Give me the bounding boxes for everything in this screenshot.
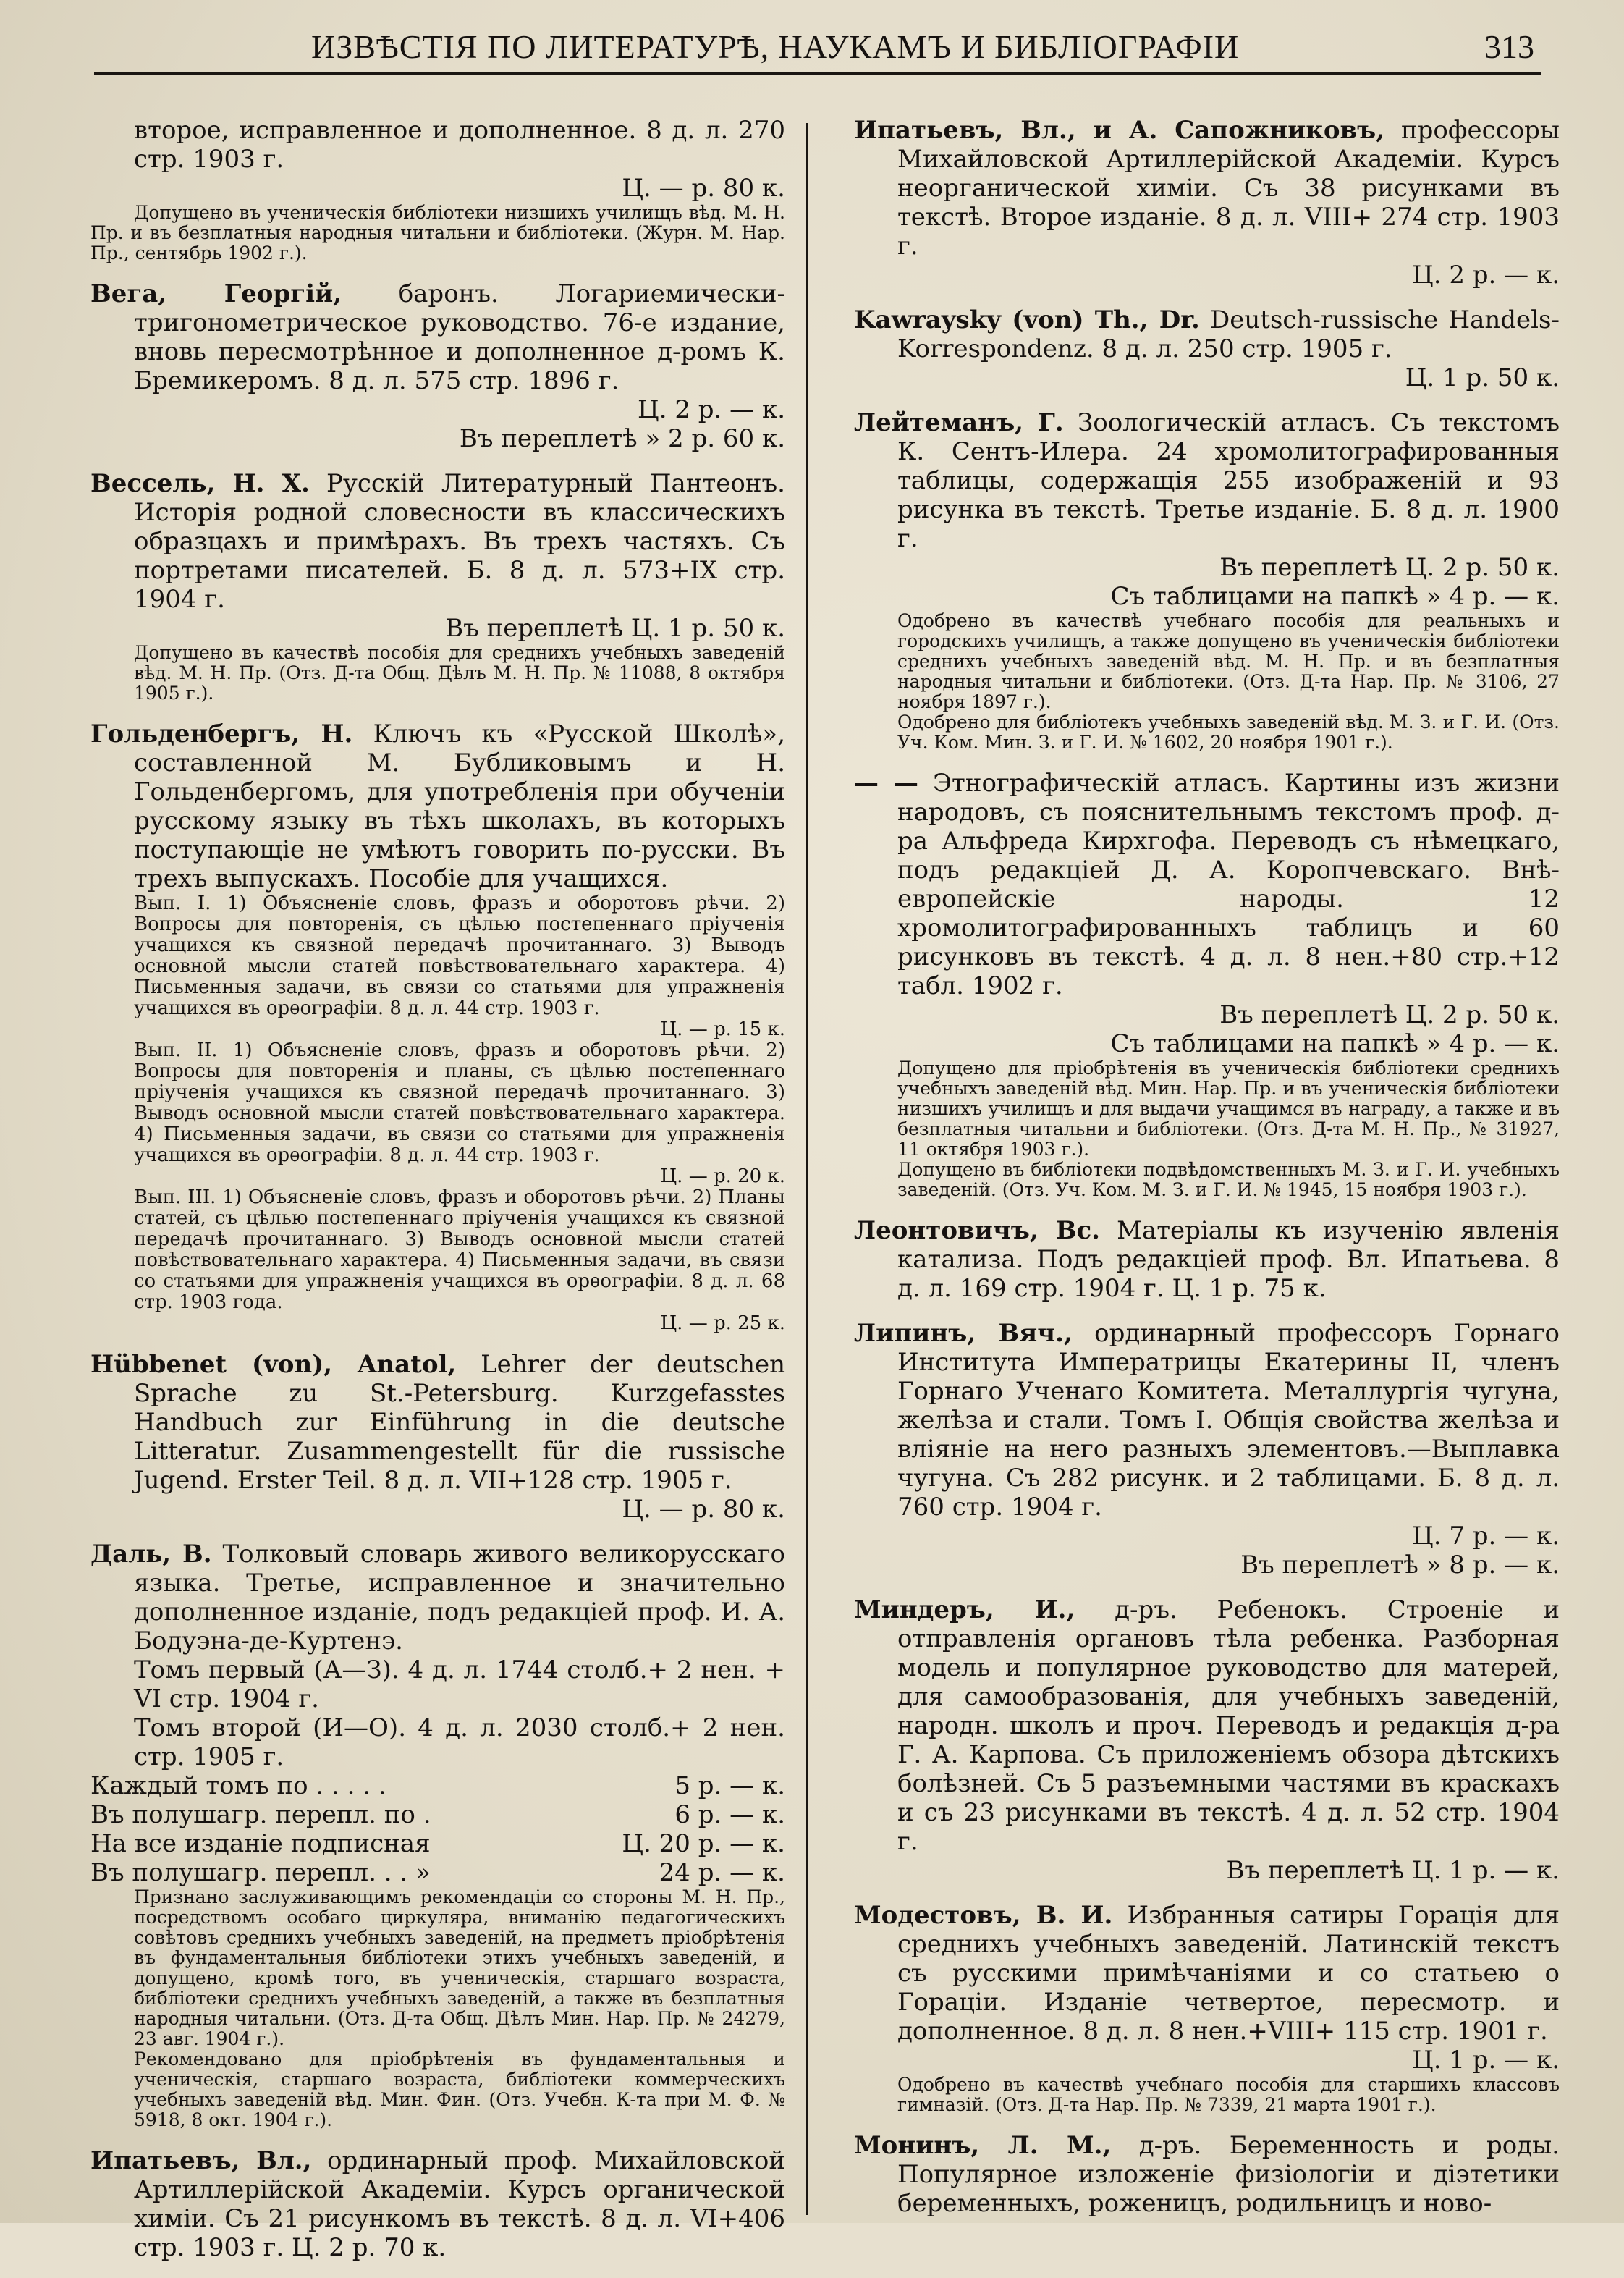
entry-price: Ц. 1 р. — к.	[1412, 2046, 1560, 2075]
entry-text: Lehrer der deutschen Sprache zu St.-Petersburg. Kurzgefasstes Handbuch zur Einführung in die deutsche Litteratur. Zusammengestellt für die russische Jugend. Erster Teil. 8 д. л. VII+128 стр. 1905 г.	[134, 1350, 785, 1495]
entry-text: второе, исправленное и дополненное. 8 д. л. 270 стр. 1903 г.	[134, 116, 785, 174]
entry-author: — —	[854, 769, 919, 798]
entry-text: д-ръ. Беременность и роды. Популярное изложеніе физіологіи и діэтетики беременныхъ, роженицъ, родильницъ и ново-	[897, 2131, 1560, 2218]
entry-lipin	[854, 1319, 1560, 1579]
entry-text: д-ръ. Ребенокъ. Строеніе и отправленія органовъ тѣла ребенка. Разборная модель и популярное руководство для матерей, для самообразованія, для учебныхъ заведеній, народн. школъ и проч. Переводъ и редакція д-ра Г. А. Карпова. Съ приложеніемъ обзора дѣтскихъ болѣзней. Съ 5 разъемными частями въ краскахъ и съ 23 рисунками въ текстѣ. 4 д. л. 52 стр. 1904 г.	[897, 1595, 1560, 1856]
left-column	[90, 116, 785, 2278]
column-divider	[806, 123, 808, 2215]
entry-author: Hübbenet (von), Anatol,	[90, 1350, 457, 1379]
page-number: 313	[1484, 28, 1534, 65]
entry-dal	[90, 1540, 785, 2130]
entry-minder	[854, 1595, 1560, 1885]
price-row	[90, 1800, 785, 1829]
entry-vessel	[90, 469, 785, 704]
entry-author: Монинъ, Л. М.,	[854, 2131, 1112, 2160]
price-row-label: Каждый томъ по . . . . .	[90, 1771, 386, 1800]
entry-leitemann	[854, 408, 1560, 753]
entry-price: Ц. 2 р. — к.	[638, 395, 785, 424]
entry-price-bound: Въ переплетѣ Ц. 2 р. 50 к.	[1219, 553, 1560, 582]
price-row	[90, 1771, 785, 1800]
entry-author: Гольденбергъ, Н.	[90, 720, 353, 748]
entry-text: Русскій Литературный Пантеонъ. Исторія родной словесности въ классическихъ образцахъ и примѣрахъ. Въ трехъ частяхъ. Съ портретами писателей. Б. 8 д. л. 573+IX стр. 1904 г.	[134, 469, 785, 614]
entry-text: ординарный проф. Михайловской Артиллерійской Академіи. Курсъ органической химіи. Съ 21 рисункомъ въ текстѣ. 8 д. л. VI+406 стр. 1903 г.	[134, 2146, 785, 2262]
entry-ethno-atlas	[854, 769, 1560, 1200]
entry-note-2: Допущено въ библіотеки подвѣдомственныхъ М. З. и Г. И. учебныхъ заведеній. (Отз. Уч. Ком. М. З. и Г. И. № 1945, 15 ноября 1903 г.).	[897, 1159, 1560, 1200]
entry-monin	[854, 2131, 1560, 2218]
entry-ipatiev	[90, 2146, 785, 2262]
price-row-label: На все изданіе подписная	[90, 1829, 431, 1858]
entry-price: Въ переплетѣ Ц. 1 р. 50 к.	[445, 614, 785, 643]
entry-note: Допущено для пріобрѣтенія въ ученическія библіотеки среднихъ учебныхъ заведеній вѣд. Мин. Нар. Пр. и въ ученическія библіотеки низшихъ училищъ и для выдачи учащимся въ награду, а также и въ безплатныя читальни и библіотеки. (Отз. Д-та М. Н. Пр., № 31927, 11 октября 1903 г.).	[897, 1058, 1560, 1160]
price-row	[90, 1858, 785, 1887]
volume-2-price: Ц. — р. 20 к.	[660, 1165, 785, 1187]
entry-vega	[90, 279, 785, 453]
entry-leontovich	[854, 1216, 1560, 1303]
volume-3-description: Вып. III. 1) Объясненіе словъ, фразъ и оборотовъ рѣчи. 2) Планы статей, съ цѣлью постепеннаго пріученія учащихся къ связной передачѣ прочитаннаго. 3) Выводъ основной мысли статей повѣствовательнаго характера. 4) Письменныя задачи, въ связи со статьями для упражненія учащихся въ орѳографіи. 8 д. л. 68 стр. 1903 года.	[134, 1186, 785, 1313]
entry-price: Ц. 2 р. — к.	[1412, 261, 1560, 290]
entry-kawraysky	[854, 305, 1560, 392]
price-row-value: Ц. 20 р. — к.	[622, 1829, 785, 1858]
entry-goldenberg	[90, 720, 785, 1334]
entry-author: Миндеръ, И.,	[854, 1595, 1075, 1624]
right-column	[854, 116, 1560, 2234]
entry-author: Ипатьевъ, Вл., и А. Сапожниковъ,	[854, 116, 1385, 145]
entry-author: Вессель, Н. Х.	[90, 469, 310, 498]
entry-note-2: Рекомендовано для пріобрѣтенія въ фундаментальныя и ученическія, старшаго возраста, библіотеки коммерческихъ учебныхъ заведеній вѣд. Мин. Фин. (Отз. Учебн. К-та при М. Ф. № 5918, 8 окт. 1904 г.).	[134, 2049, 785, 2130]
entry-price: Ц. — р. 80 к.	[622, 1495, 785, 1524]
entry-author: Kawraysky (von) Th., Dr.	[854, 305, 1200, 334]
entry-text: Матеріалы къ изученію явленія катализа. Подъ редакціей проф. Вл. Ипатьева. 8 д. л. 169 стр. 1904 г. Ц. 1 р. 75 к.	[897, 1216, 1560, 1303]
entry-text: Ключъ къ «Русской Школѣ», составленной М. Бубликовымъ и Н. Гольденбергомъ, для употребленія при обученіи русскому языку въ тѣхъ школахъ, въ которыхъ поступающіе не умѣютъ говорить по-русски. Въ трехъ выпускахъ. Пособіе для учащихся.	[134, 720, 785, 893]
price-row-value: 5 р. — к.	[674, 1771, 785, 1800]
entry-price: Ц. 7 р. — к.	[1412, 1522, 1560, 1551]
price-row	[90, 1829, 785, 1858]
entry-ipatiev-sapozhnikov	[854, 116, 1560, 290]
entry-author: Лейтеманъ, Г.	[854, 408, 1064, 437]
entry-modestov	[854, 1901, 1560, 2115]
entry-price: Въ переплетѣ Ц. 1 р. — к.	[1226, 1856, 1560, 1885]
entry-text: Deutsch-russische Handels-Korrespondenz. 8 д. л. 250 стр. 1905 г.	[897, 305, 1560, 363]
price-row-label: Въ полушагр. перепл. по .	[90, 1800, 431, 1829]
entry-price: Ц. 1 р. 50 к.	[1405, 363, 1560, 392]
entry-continued	[90, 116, 785, 263]
entry-price-bound: Въ переплетѣ Ц. 2 р. 50 к.	[1219, 1000, 1560, 1029]
entry-text: Избранныя сатиры Горація для среднихъ учебныхъ заведеній. Латинскій текстъ съ русскими примѣчаніями и со статьею о Гораціи. Изданіе четвертое, пересмотр. и дополненное. 8 д. л. 8 нен.+VIII+ 115 стр. 1901 г.	[897, 1901, 1560, 2046]
running-title: ИЗВѢСТІЯ ПО ЛИТЕРАТУРѢ, НАУКАМЪ И БИБЛІОГРАФІИ	[311, 28, 1240, 65]
entry-note: Признано заслуживающимъ рекомендаціи со стороны М. Н. Пр., посредствомъ особаго циркуляра, вниманію педагогическихъ совѣтовъ среднихъ учебныхъ заведеній, на предметъ пріобрѣтенія въ фундаментальныя библіотеки этихъ учебныхъ заведеній, и допущено, кромѣ того, въ ученическія, старшаго возраста, библіотеки среднихъ учебныхъ заведеній, а также въ безплатныя народныя читальни. (Отз. Д-та Общ. Дѣлъ Мин. Нар. Пр. № 24279, 23 авг. 1904 г.).	[134, 1886, 785, 2049]
page-header	[94, 22, 1541, 75]
entry-price-bound: Въ переплетѣ » 8 р. — к.	[1240, 1551, 1560, 1579]
entry-text: профессоры Михайловской Артиллерійской Академіи. Курсъ неорганической химіи. Съ 38 рисунками въ текстѣ. Второе изданіе. 8 д. л. VIII+ 274 стр. 1903 г.	[897, 116, 1560, 261]
entry-text: баронъ. Логариемически-тригонометрическое руководство. 76-е издание, вновь пересмотрѣнное и дополненное д-ромъ К. Бремикеромъ. 8 д. л. 575 стр. 1896 г.	[134, 279, 785, 395]
entry-author: Даль, В.	[90, 1540, 212, 1569]
entry-price: Ц. — р. 80 к.	[622, 174, 785, 203]
entry-note: Допущено въ ученическія библіотеки низшихъ училищъ вѣд. М. Н. Пр. и въ безплатныя народныя читальни и библіотеки. (Журн. М. Нар. Пр., сентябрь 1902 г.).	[90, 202, 785, 263]
volume-2-description: Вып. II. 1) Объясненіе словъ, фразъ и оборотовъ рѣчи. 2) Вопросы для повторенія и планы, съ цѣлью постепеннаго пріученія учащихся къ связной передачѣ прочитаннаго. 3) Выводъ основной мысли статей повѣствовательнаго характера. 4) Письменныя задачи, въ связи со статьями для упражненія учащихся въ орѳографіи. 8 д. л. 44 стр. 1903 г.	[134, 1039, 785, 1166]
entry-text: Зоологическій атласъ. Съ текстомъ К. Сентъ-Илера. 24 хромолитографированныя таблицы, содержащія 255 изображеній и 93 рисунка въ текстѣ. Третье изданіе. Б. 8 д. л. 1900 г.	[897, 408, 1560, 553]
volume-1-line: Томъ первый (А—З). 4 д. л. 1744 столб.+ 2 нен. + VI стр. 1904 г.	[134, 1655, 785, 1713]
entry-author: Липинъ, Вяч.,	[854, 1319, 1073, 1348]
entry-text: Этнографическій атласъ. Картины изъ жизни народовъ, съ пояснительнымъ текстомъ проф. д-ра Альфреда Кирхгофа. Переводъ съ нѣмецкаго, подъ редакціей Д. А. Коропчевскаго. Внѣ-европейскіе народы. 12 хромолитографированныхъ таблицъ и 60 рисунковъ въ текстѣ. 4 д. л. 8 нен.+80 стр.+12 табл. 1902 г.	[897, 769, 1560, 1000]
volume-1-price: Ц. — р. 15 к.	[660, 1018, 785, 1040]
entry-price-bound: Въ переплетѣ » 2 р. 60 к.	[459, 424, 785, 453]
entry-note-2: Одобрено для библіотекъ учебныхъ заведеній вѣд. М. З. и Г. И. (Отз. Уч. Ком. Мин. З. и Г. И. № 1602, 20 ноября 1901 г.).	[897, 712, 1560, 753]
entry-price-folder: Съ таблицами на папкѣ » 4 р. — к.	[1110, 582, 1560, 611]
price-row-label: Въ полушагр. перепл. . . »	[90, 1858, 431, 1887]
entry-note: Одобрено въ качествѣ учебнаго пособія для реальныхъ и городскихъ училищъ, а также допущено въ ученическія библіотеки среднихъ учебныхъ заведеній вѣд. М. Н. Пр. и въ безплатныя народныя читальни и библіотеки. (Отз. Д-та Нар. Пр. № 3106, 27 ноября 1897 г.).	[897, 610, 1560, 712]
volume-2-line: Томъ второй (И—О). 4 д. л. 2030 столб.+ 2 нен. стр. 1905 г.	[134, 1713, 785, 1771]
entry-author: Вега, Георгій,	[90, 279, 342, 308]
entry-price-folder: Съ таблицами на папкѣ » 4 р. — к.	[1110, 1029, 1560, 1058]
entry-text: Толковый словарь живого великорусскаго языка. Третье, исправленное и значительно дополненное изданіе, подъ редакціей проф. И. А. Бодуэна-де-Куртенэ.	[134, 1540, 785, 1655]
entry-hubbenet	[90, 1350, 785, 1524]
entry-author: Модестовъ, В. И.	[854, 1901, 1113, 1930]
volume-1-description: Вып. I. 1) Объясненіе словъ, фразъ и оборотовъ рѣчи. 2) Вопросы для повторенія, съ цѣлью постепеннаго пріученія учащихся къ связной передачѣ прочитаннаго. 3) Выводъ основной мысли статей повѣствовательнаго характера. 4) Письменныя задачи, въ связи со статьями для упражненія учащихся въ орѳографіи. 8 д. л. 44 стр. 1903 г.	[134, 893, 785, 1019]
entry-note: Допущено въ качествѣ пособія для среднихъ учебныхъ заведеній вѣд. М. Н. Пр. (Отз. Д-та Общ. Дѣлъ М. Н. Пр. № 11088, 8 октября 1905 г.).	[134, 642, 785, 704]
entry-author: Ипатьевъ, Вл.,	[90, 2146, 312, 2175]
price-row-value: 6 р. — к.	[674, 1800, 785, 1829]
price-row-value: 24 р. — к.	[659, 1858, 785, 1887]
entry-note: Одобрено въ качествѣ учебнаго пособія для старшихъ классовъ гимназій. (Отз. Д-та Нар. Пр. № 7339, 21 марта 1901 г.).	[897, 2074, 1560, 2115]
entry-author: Леонтовичъ, Вс.	[854, 1216, 1101, 1245]
entry-price: Ц. 2 р. 70 к.	[292, 2233, 447, 2262]
volume-3-price: Ц. — р. 25 к.	[660, 1312, 785, 1334]
entry-text: ординарный профессоръ Горнаго Института Императрицы Екатерины II, членъ Горнаго Ученаго Комитета. Металлургія чугуна, желѣза и стали. Томъ I. Общія свойства желѣза и вліяніе на него разныхъ элементовъ.—Выплавка чугуна. Съ 282 рисунк. и 2 таблицами. Б. 8 д. л. 760 стр. 1904 г.	[897, 1319, 1560, 1522]
